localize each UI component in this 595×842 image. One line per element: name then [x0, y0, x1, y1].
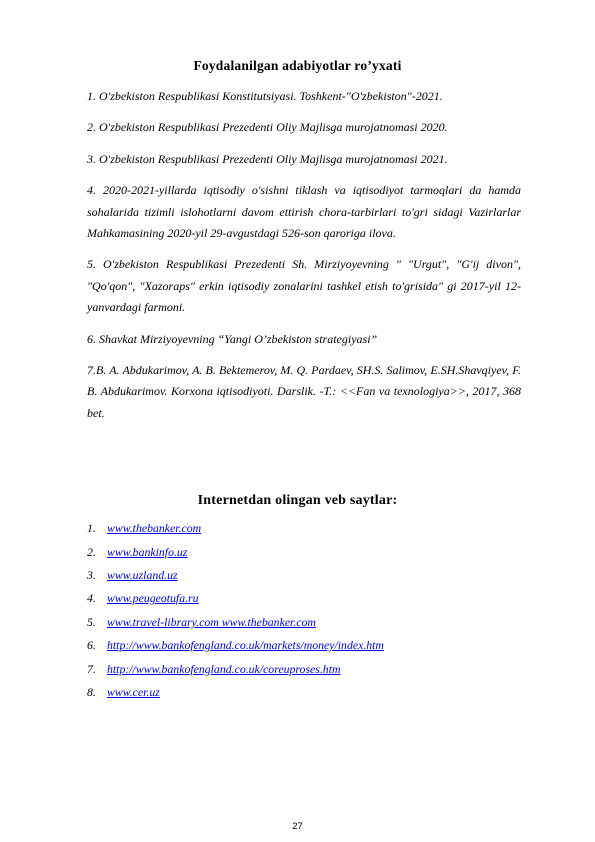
references-list — [87, 86, 521, 434]
web-link-item — [87, 634, 521, 657]
list-number: 5. — [87, 614, 96, 629]
web-link-item — [87, 587, 521, 610]
references-heading: Foydalanilgan adabiyotlar ro’yxati — [193, 58, 402, 73]
web-sources-heading: Internetdan olingan veb saytlar: — [197, 493, 398, 508]
web-link[interactable]: http://www.bankofengland.co.uk/coreuproses.htm — [107, 661, 341, 676]
web-link-item — [87, 540, 521, 563]
list-number: 7. — [87, 661, 96, 676]
web-link[interactable]: www.thebanker.com — [107, 521, 202, 536]
list-number: 1. — [87, 521, 96, 536]
reference-item: 7.B. A. Abdukarimov, A. B. Bektemerov, M. Q. Pardaev, SH.S. Salimov, E.SH.Shavqiyev, F. B. Abdukarimov. Korxona iqtisodiyoti. Darslik. -T.: <<Fan va texnologiya>>, 2017, 368 bet. — [87, 363, 521, 420]
web-link[interactable]: www.travel-library.com www.thebanker.com — [107, 614, 316, 629]
web-link[interactable]: http://www.bankofengland.co.uk/markets/money/index.htm — [107, 638, 384, 653]
list-number: 6. — [87, 638, 96, 653]
web-link[interactable]: www.cer.uz — [107, 684, 160, 699]
web-links-list — [87, 517, 521, 704]
list-number: 4. — [87, 591, 96, 606]
reference-item: 6. Shavkat Mirziyoyevning “Yangi O’zbekiston strategiyasi” — [87, 331, 378, 346]
page-number: 27 — [292, 821, 303, 832]
list-number: 8. — [87, 684, 96, 699]
list-number: 2. — [87, 544, 96, 559]
list-number: 3. — [87, 567, 96, 582]
web-link-item — [87, 517, 521, 540]
web-link-item — [87, 564, 521, 587]
reference-item: 3. O'zbekiston Respublikasi Prezedenti Oliy Majlisga murojatnomasi 2021. — [87, 151, 448, 166]
web-link[interactable]: www.bankinfo.uz — [107, 544, 188, 559]
reference-item: 1. O'zbekiston Respublikasi Konstitutsiyasi. Toshkent-"O'zbekiston"-2021. — [87, 89, 443, 103]
reference-item: 4. 2020-2021-yillarda iqtisodiy o'sishni tiklash va iqtisodiyot tarmoqlari da hamda sohalarida tizimli islohotlarni davom ettirish chora-tarbirlari to'gri sidagi Vazirlarlar Mahkamasining 2020-yil 29-avgustdagi 526-son qaroriga ilova. — [87, 183, 521, 241]
reference-item: 5. O'zbekiston Respublikasi Prezedenti Sh. Mirziyoyevning " "Urgut", "G'ij divon", "Qo'qon", "Xazoraps" erkin iqtisodiy zonalarini tashkel etish to'grisida" gi 2017-yil 12-yanvardagi farmoni. — [87, 257, 521, 315]
web-link[interactable]: www.uzland.uz — [107, 567, 178, 582]
web-link-item — [87, 657, 521, 680]
web-link-item — [87, 611, 521, 634]
web-link[interactable]: www.peugeotufa.ru — [107, 591, 199, 606]
reference-item: 2. O'zbekiston Respublikasi Prezedenti Oliy Majlisga murojatnomasi 2020. — [87, 120, 448, 135]
web-link-item — [87, 681, 521, 704]
